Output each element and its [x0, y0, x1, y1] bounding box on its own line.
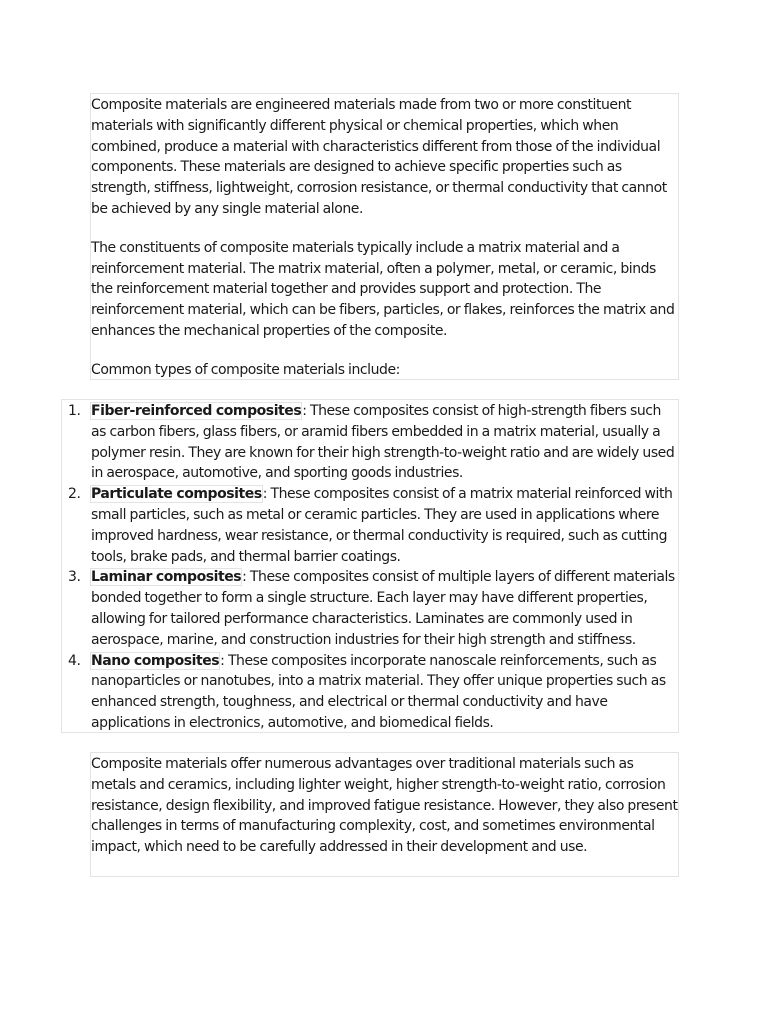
list-item	[68, 567, 678, 650]
list-item-number: 4.	[68, 652, 81, 669]
list-item-term: Nano composites	[91, 652, 220, 669]
list-item-term: Laminar composites	[91, 569, 242, 586]
list-item-description: : These composites incorporate nanoscale reinforcements, such as nanoparticles or nanotubes, into a matrix material. They offer unique properties such as enhanced strength, toughness, and electrical or thermal conductivity and have applications in electronics, automotive, and biomedical fields.	[91, 652, 666, 731]
list-item-description: : These composites consist of multiple layers of different materials bonded together to form a single structure. Each layer may have different properties, allowing for tailored performance characteristics. Laminates are commonly used in aerospace, marine, and construction industries for their high strength and stiffness.	[91, 569, 675, 648]
intro-paragraph-definition: Composite materials are engineered materials made from two or more constituent materials with significantly different physical or chemical properties, which when combined, produce a material with characteristics different from those of the individual components. These materials are designed to achieve specific properties such as strength, stiffness, lightweight, corrosion resistance, or thermal conductivity that cannot be achieved by any single material alone.	[91, 97, 667, 217]
list-item-number: 3.	[68, 569, 81, 586]
list-item	[68, 484, 678, 567]
intro-section	[90, 93, 679, 380]
list-item-term: Fiber-reinforced composites	[91, 403, 302, 419]
conclusion-section	[90, 752, 679, 877]
composite-types-section	[61, 399, 679, 733]
list-item-description: : These composites consist of a matrix material reinforced with small particles, such as metal or ceramic particles. They are used in applications where improved hardness, wear resistance, or thermal conductivity is required, such as cutting tools, brake pads, and thermal barrier coatings.	[91, 486, 673, 565]
list-item-number: 1.	[68, 403, 81, 419]
list-item-description: : These composites consist of high-strength fibers such as carbon fibers, glass fibers, or aramid fibers embedded in a matrix material, usually a polymer resin. They are known for their high strength-to-weight ratio and are widely used in aerospace, automotive, and sporting goods industries.	[91, 403, 675, 482]
conclusion-paragraph: Composite materials offer numerous advantages over traditional materials such as metals and ceramics, including lighter weight, higher strength-to-weight ratio, corrosion resistance, design flexibility, and improved fatigue resistance. However, they also present challenges in terms of manufacturing complexity, cost, and sometimes environmental impact, which need to be carefully addressed in their development and use.	[91, 756, 678, 856]
list-item-term: Particulate composites	[91, 486, 262, 503]
list-item	[68, 401, 678, 484]
list-item-number: 2.	[68, 486, 81, 503]
intro-paragraph-types-lead: Common types of composite materials include:	[91, 361, 400, 378]
composite-types-list	[62, 401, 678, 734]
intro-paragraph-constituents: The constituents of composite materials typically include a matrix material and a reinforcement material. The matrix material, often a polymer, metal, or ceramic, binds the reinforcement material together and provides support and protection. The reinforcement material, which can be fibers, particles, or flakes, reinforces the matrix and enhances the mechanical properties of the composite.	[91, 239, 675, 339]
list-item	[68, 651, 678, 734]
